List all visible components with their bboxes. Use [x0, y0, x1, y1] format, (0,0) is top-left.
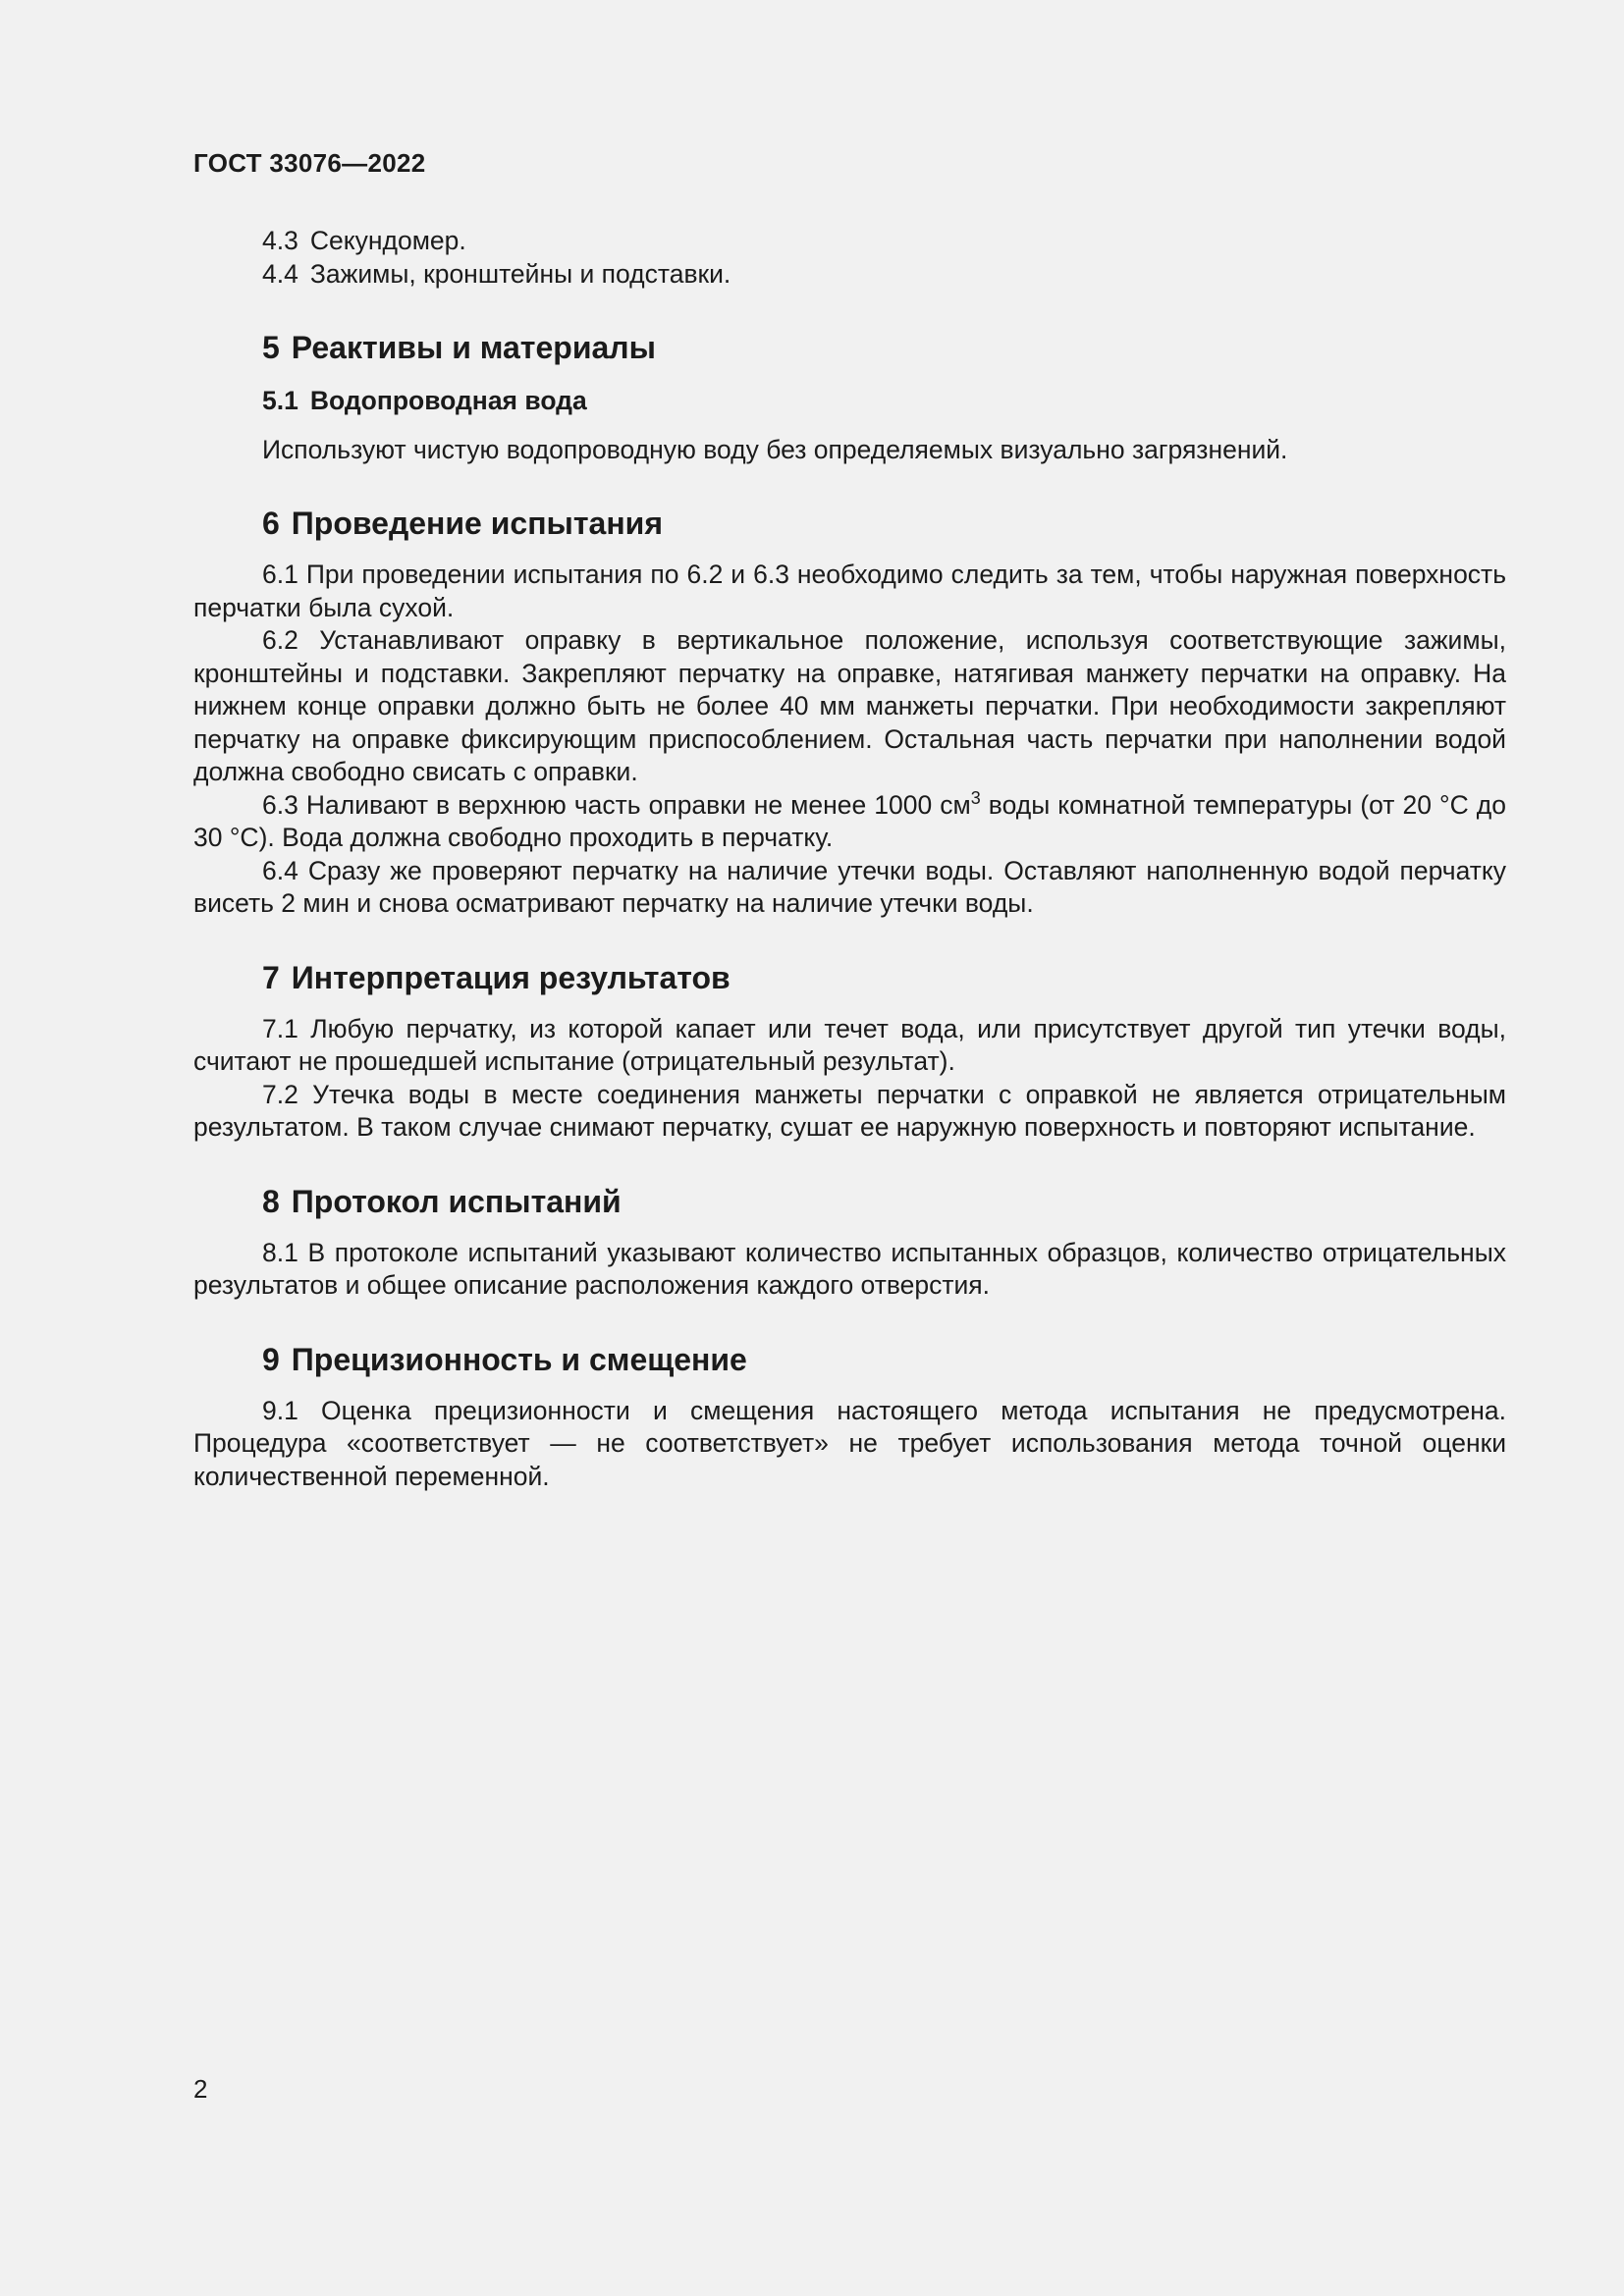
section-number: 7	[262, 959, 280, 995]
section-title: Проведение испытания	[291, 506, 663, 541]
paragraph-6-3-end: воды комнатной температуры (от 20 °С до 30 °С). Вода должна свободно проходить в перчатку.	[193, 789, 1507, 852]
subsection-number: 5.1	[262, 386, 298, 415]
paragraph-6-3	[193, 789, 1506, 855]
section-title: Прецизионность и смещение	[291, 1341, 747, 1377]
subsection-heading-5-1	[193, 385, 1506, 418]
section-title: Интерпретация результатов	[291, 959, 731, 995]
list-item-text: Зажимы, кронштейны и подставки.	[309, 258, 731, 289]
page-number: 2	[193, 2074, 208, 2104]
section-heading-9	[193, 1340, 1506, 1379]
paragraph-6-3-start: 6.3 Наливают в верхнюю часть оправки не менее 1000 см	[262, 789, 971, 820]
section-number: 9	[262, 1341, 280, 1377]
superscript: 3	[970, 787, 981, 808]
list-item-number: 4.3	[262, 226, 298, 255]
section-heading-8	[193, 1182, 1506, 1221]
paragraph-9-1: 9.1 Оценка прецизионности и смещения настоящего метода испытания не предусмотрена. Процедура «соответствует — не соответствует» не требует использования метода точной оценки количественной переменной.	[193, 1395, 1506, 1491]
paragraph-8-1: 8.1 В протоколе испытаний указывают количество испытанных образцов, количество отрицательных результатов и общее описание расположения каждого отверстия.	[193, 1237, 1506, 1300]
list-item-text: Секундомер.	[309, 226, 466, 255]
paragraph-7-2: 7.2 Утечка воды в месте соединения манжеты перчатки с оправкой не является отрицательным результатом. В таком случае снимают перчатку, сушат ее наружную поверхность и повторяют испытание.	[193, 1079, 1506, 1142]
paragraph-7-1: 7.1 Любую перчатку, из которой капает или течет вода, или присутствует другой тип утечки воды, считают не прошедшей испытание (отрицательный результат).	[193, 1013, 1506, 1076]
section-number: 8	[262, 1183, 280, 1219]
section-title: Реактивы и материалы	[291, 330, 656, 365]
list-item	[193, 258, 1506, 292]
document-header: ГОСТ 33076—2022	[193, 148, 426, 178]
paragraph-5-1: Используют чистую водопроводную воду без определяемых визуально загрязнений.	[262, 434, 1288, 464]
paragraph-6-1: 6.1 При проведении испытания по 6.2 и 6.3 необходимо следить за тем, чтобы наружная поверхность перчатки была сухой.	[193, 560, 1506, 622]
paragraph-6-2: 6.2 Устанавливают оправку в вертикальное положение, используя соответствующие зажимы, кронштейны и подставки. Закрепляют перчатку на оправке, натягивая манжету перчатки на оправку. На нижнем конце оправки должно быть не более 40 мм манжеты перчатки. При необходимости закрепляют перчатку на оправке фиксирующим приспособлением. Остальная часть перчатки при наполнении водой должна свободно свисать с оправки.	[193, 625, 1506, 786]
section-heading-7	[193, 958, 1506, 997]
section-title: Протокол испытаний	[291, 1183, 622, 1219]
list-item-number: 4.4	[262, 258, 298, 289]
section-heading-6	[193, 504, 1506, 543]
section-number: 6	[262, 506, 280, 541]
list-item	[193, 225, 1506, 258]
subsection-title: Водопроводная вода	[309, 386, 587, 415]
document-body	[193, 225, 1506, 1493]
paragraph-6-4: 6.4 Сразу же проверяют перчатку на наличие утечки воды. Оставляют наполненную водой перчатку висеть 2 мин и снова осматривают перчатку на наличие утечки воды.	[193, 855, 1506, 918]
section-number: 5	[262, 330, 280, 365]
section-heading-5	[193, 328, 1506, 367]
